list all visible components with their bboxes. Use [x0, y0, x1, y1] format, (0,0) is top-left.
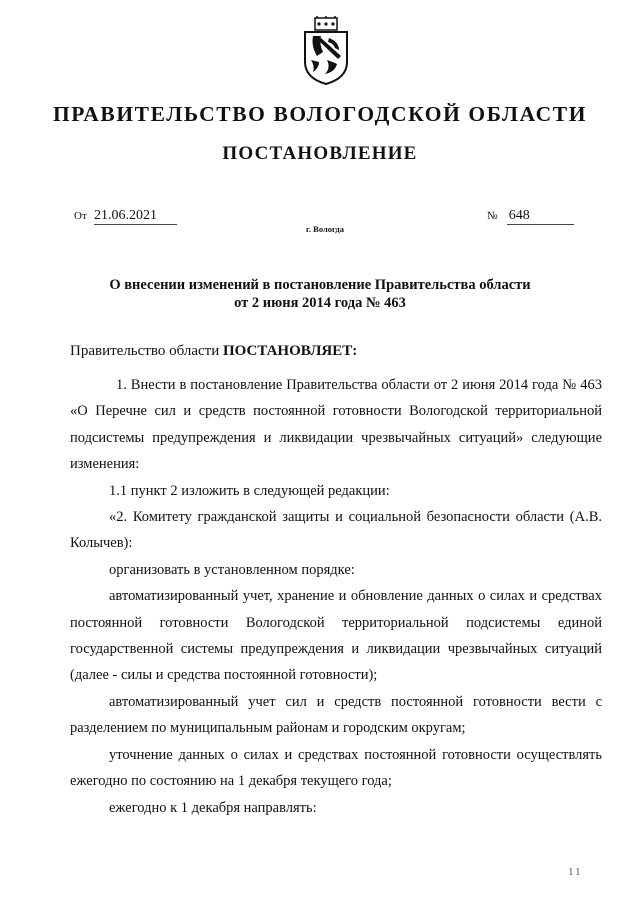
body-paragraph: автоматизированный учет, хранение и обновление данных о силах и средствах постоянной готовности Вологодской территориальной подсистемы единой государственной системы предупреждения и ликвидации чрезвычайных ситуаций (далее - силы и средства постоянной готовности); — [70, 588, 602, 684]
number-label: № — [487, 210, 498, 222]
body-paragraph: автоматизированный учет сил и средств постоянной готовности вести с разделением по муниципальным районам и городским округам; — [70, 693, 602, 737]
number-field — [487, 207, 574, 225]
decree-statement — [70, 341, 357, 361]
decree-subject: Правительство области — [70, 343, 220, 359]
date-label: От — [74, 210, 87, 222]
decree-verb: ПОСТАНОВЛЯЕТ: — [222, 343, 358, 359]
page-number: 11 — [568, 866, 583, 878]
body-paragraph: 1. Внести в постановление Правительства области от 2 июня 2014 года № 463 «О Перечне сил и средств постоянной готовности Вологодской территориальной подсистемы предупреждения и ликвидации чрезвычайных ситуаций» следующие изменения: — [70, 377, 602, 473]
organization-title: ПРАВИТЕЛЬСТВО ВОЛОГОДСКОЙ ОБЛАСТИ — [52, 102, 588, 126]
heading-line: О внесении изменений в постановление Правительства области — [109, 277, 531, 293]
document-body — [70, 372, 602, 821]
body-paragraph: организовать в установленном порядке: — [109, 561, 355, 578]
body-paragraph: уточнение данных о силах и средствах постоянной готовности осуществлять ежегодно по состоянию на 1 декабря текущего года; — [70, 746, 602, 790]
body-paragraph: ежегодно к 1 декабря направлять: — [109, 799, 317, 816]
document-number: 648 — [507, 208, 574, 225]
body-paragraph: «2. Комитету гражданской защиты и социальной безопасности области (А.В. Колычев): — [70, 509, 602, 552]
date-field — [74, 207, 177, 225]
document-heading — [100, 276, 540, 312]
document-type: ПОСТАНОВЛЕНИЕ — [222, 143, 418, 164]
coat-of-arms-icon — [301, 16, 351, 86]
heading-line: от 2 июня 2014 года № 463 — [234, 295, 406, 311]
document-date: 21.06.2021 — [94, 208, 177, 225]
body-paragraph: 1.1 пункт 2 изложить в следующей редакции: — [109, 482, 390, 499]
city-label: г. Вологда — [306, 224, 344, 234]
